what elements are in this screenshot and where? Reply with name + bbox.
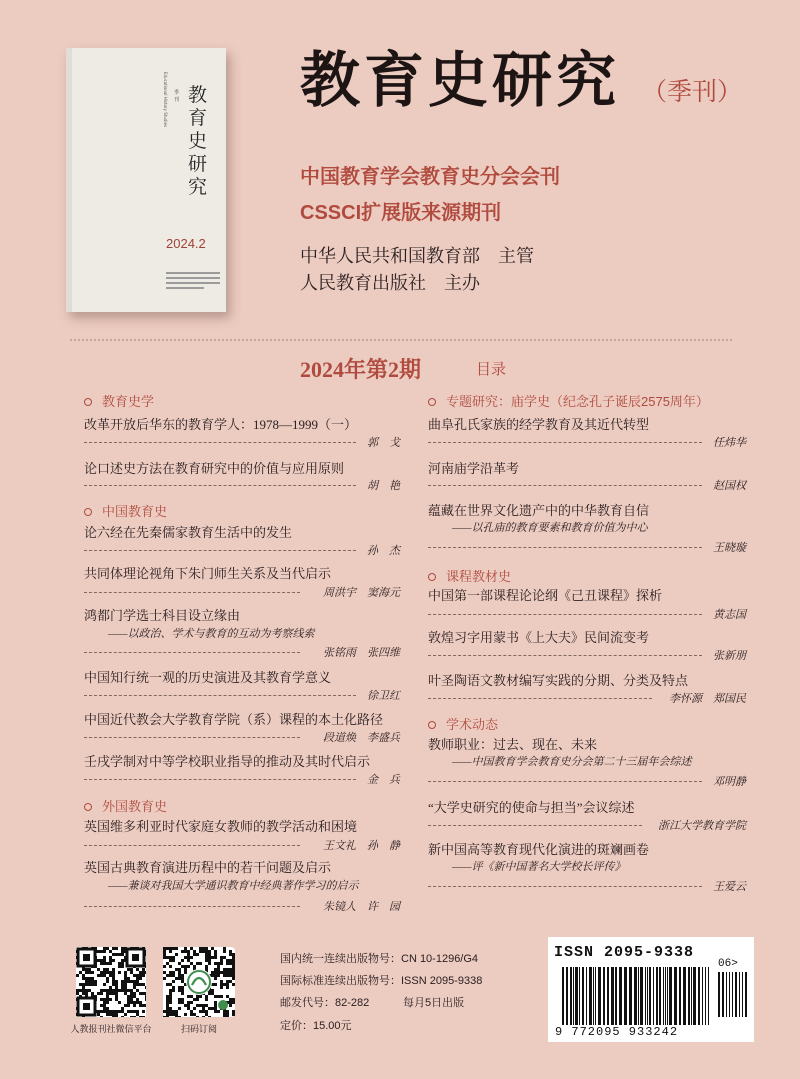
cover-title: 教育史研究 xyxy=(188,84,208,198)
journal-quarterly: （季刊） xyxy=(642,79,743,106)
article-author: 郭 戈 xyxy=(367,437,400,449)
bullet-icon xyxy=(84,508,92,516)
article-author: 孙 杰 xyxy=(367,545,400,557)
section-heading: 课程教材史 xyxy=(428,566,511,585)
qr1-caption: 人教报刊社微信平台 xyxy=(70,1025,152,1035)
issue-label: 2024年第2期 xyxy=(300,357,422,382)
bullet-icon xyxy=(428,573,436,581)
journal-title: 教育史研究 xyxy=(300,46,620,116)
article-title[interactable]: 蕴藏在世界文化遗产中的中华教育自信 xyxy=(428,503,650,518)
leader-line xyxy=(84,906,300,907)
barcode-addon-icon xyxy=(718,972,748,1019)
leader-line xyxy=(428,442,702,443)
barcode-icon xyxy=(562,967,712,1027)
article-author: 王文礼 孙 静 xyxy=(323,840,400,852)
article-title[interactable]: 教师职业：过去、现在、未来 xyxy=(428,737,598,752)
section-heading: 专题研究：庙学史（纪念孔子诞辰2575周年） xyxy=(428,391,709,410)
article-title[interactable]: 共同体理论视角下朱门师生关系及当代启示 xyxy=(84,566,332,581)
article-title[interactable]: 中国第一部课程论论纲《己丑课程》探析 xyxy=(428,588,663,603)
article-subtitle: ——以政治、学术与教育的互动为考察线索 xyxy=(108,628,315,640)
article-author: 黄志国 xyxy=(713,609,746,621)
leader-line xyxy=(84,550,356,551)
article-title[interactable]: 中国近代教会大学教育学院（系）课程的本土化路径 xyxy=(84,712,384,727)
article-title[interactable]: 曲阜孔氏家族的经学教育及其近代转型 xyxy=(428,417,650,432)
article-author: 王晓璇 xyxy=(713,542,746,554)
wechat-qr-code[interactable] xyxy=(76,947,146,1017)
article-subtitle: ——评《新中国著名大学校长评传》 xyxy=(452,861,626,873)
article-author: 周洪宇 窦海元 xyxy=(323,587,400,599)
article-subtitle: ——中国教育学会教育史分会第二十三届年会综述 xyxy=(452,756,692,768)
article-title[interactable]: 敦煌习字用蒙书《上大夫》民间流变考 xyxy=(428,630,650,645)
journal-index: CSSCI扩展版来源期刊 xyxy=(300,202,502,224)
section-heading: 教育史学 xyxy=(84,391,154,410)
leader-line xyxy=(84,442,356,443)
article-title[interactable]: 壬戌学制对中等学校职业指导的推动及其时代启示 xyxy=(84,754,371,769)
barcode-addon: 06> xyxy=(718,958,738,970)
leader-line xyxy=(84,737,300,738)
bullet-icon xyxy=(428,398,436,406)
sponsor-line-1: 中华人民共和国教育部 主管 xyxy=(300,246,534,266)
bullet-icon xyxy=(428,721,436,729)
article-title[interactable]: “大学史研究的使命与担当”会议综述 xyxy=(428,800,635,815)
article-title[interactable]: 英国维多利亚时代家庭女教师的教学活动和困境 xyxy=(84,819,358,834)
cn-number: 国内统一连续出版物号：CN 10-1296/G4 xyxy=(280,953,479,965)
article-author: 胡 艳 xyxy=(367,480,400,492)
cover-text-lines xyxy=(166,272,220,292)
article-author: 赵国权 xyxy=(713,480,746,492)
leader-line xyxy=(428,614,702,615)
article-subtitle: ——兼谈对我国大学通识教育中经典著作学习的启示 xyxy=(108,880,359,892)
article-title[interactable]: 英国古典教育演进历程中的若干问题及启示 xyxy=(84,860,332,875)
leader-line xyxy=(84,485,356,486)
article-title[interactable]: 论口述史方法在教育研究中的价值与应用原则 xyxy=(84,461,345,476)
leader-line xyxy=(84,652,300,653)
article-title[interactable]: 改革开放后华东的教育学人：1978—1999（一） xyxy=(84,417,358,432)
leader-line xyxy=(84,592,300,593)
barcode xyxy=(548,937,754,1042)
issn-number: 国际标准连续出版物号：ISSN 2095-9338 xyxy=(280,975,483,987)
leader-line xyxy=(428,886,702,887)
leader-line xyxy=(428,781,702,782)
subscribe-qr-code[interactable] xyxy=(163,947,235,1017)
leader-line xyxy=(428,825,642,826)
cover-subtitle: 季刊 xyxy=(174,90,180,103)
article-author: 邓明静 xyxy=(713,776,746,788)
article-author: 金 兵 xyxy=(367,774,400,786)
cover-spine xyxy=(66,48,72,312)
qr-code-icon xyxy=(163,947,235,1017)
bullet-icon xyxy=(84,803,92,811)
section-heading: 中国教育史 xyxy=(84,501,167,520)
leader-line xyxy=(428,547,702,548)
section-heading: 外国教育史 xyxy=(84,796,167,815)
article-author: 王爱云 xyxy=(713,881,746,893)
article-author: 朱镜人 许 园 xyxy=(323,901,400,913)
qr2-caption: 扫码订阅 xyxy=(180,1025,217,1035)
divider xyxy=(70,339,732,341)
article-title[interactable]: 叶圣陶语文教材编写实践的分期、分类及特点 xyxy=(428,673,689,688)
article-author: 张新朋 xyxy=(713,650,746,662)
section-heading: 学术动态 xyxy=(428,714,498,733)
article-title[interactable]: 河南庙学沿革考 xyxy=(428,461,520,476)
postal-code: 邮发代号：82-282 xyxy=(280,997,370,1009)
article-title[interactable]: 论六经在先秦儒家教育生活中的发生 xyxy=(84,525,293,540)
sponsor-line-2: 人民教育出版社 主办 xyxy=(300,273,480,293)
qr-code-icon xyxy=(76,947,146,1017)
leader-line xyxy=(428,698,652,699)
price: 定价：15.00元 xyxy=(280,1020,352,1032)
cover-issue: 2024.2 xyxy=(166,236,206,251)
article-author: 张铭雨 张四维 xyxy=(323,647,400,659)
article-author: 段道焕 李盛兵 xyxy=(323,732,400,744)
publish-date: 每月5日出版 xyxy=(403,997,465,1009)
leader-line xyxy=(84,779,356,780)
article-author: 李怀源 郑国民 xyxy=(669,693,746,705)
article-title[interactable]: 中国知行统一观的历史演进及其教育学意义 xyxy=(84,670,332,685)
article-title[interactable]: 鸿都门学选士科目设立缘由 xyxy=(84,608,241,623)
cover-image xyxy=(66,48,226,312)
leader-line xyxy=(428,655,702,656)
journal-affiliation: 中国教育学会教育史分会会刊 xyxy=(300,166,560,188)
cover-english-title: Educational History Studies xyxy=(163,72,168,128)
article-author: 徐卫红 xyxy=(367,690,400,702)
article-author: 任炜华 xyxy=(713,437,746,449)
leader-line xyxy=(84,845,300,846)
bullet-icon xyxy=(84,398,92,406)
article-author: 浙江大学教育学院 xyxy=(658,820,746,832)
barcode-issn: ISSN 2095-9338 xyxy=(554,944,695,961)
leader-line xyxy=(84,695,356,696)
toc-label: 目录 xyxy=(476,360,507,378)
barcode-digits: 9 772095 933242 xyxy=(555,1025,679,1039)
article-subtitle: ——以孔庙的教育要素和教育价值为中心 xyxy=(452,522,648,534)
article-title[interactable]: 新中国高等教育现代化演进的斑斓画卷 xyxy=(428,842,650,857)
leader-line xyxy=(428,485,702,486)
